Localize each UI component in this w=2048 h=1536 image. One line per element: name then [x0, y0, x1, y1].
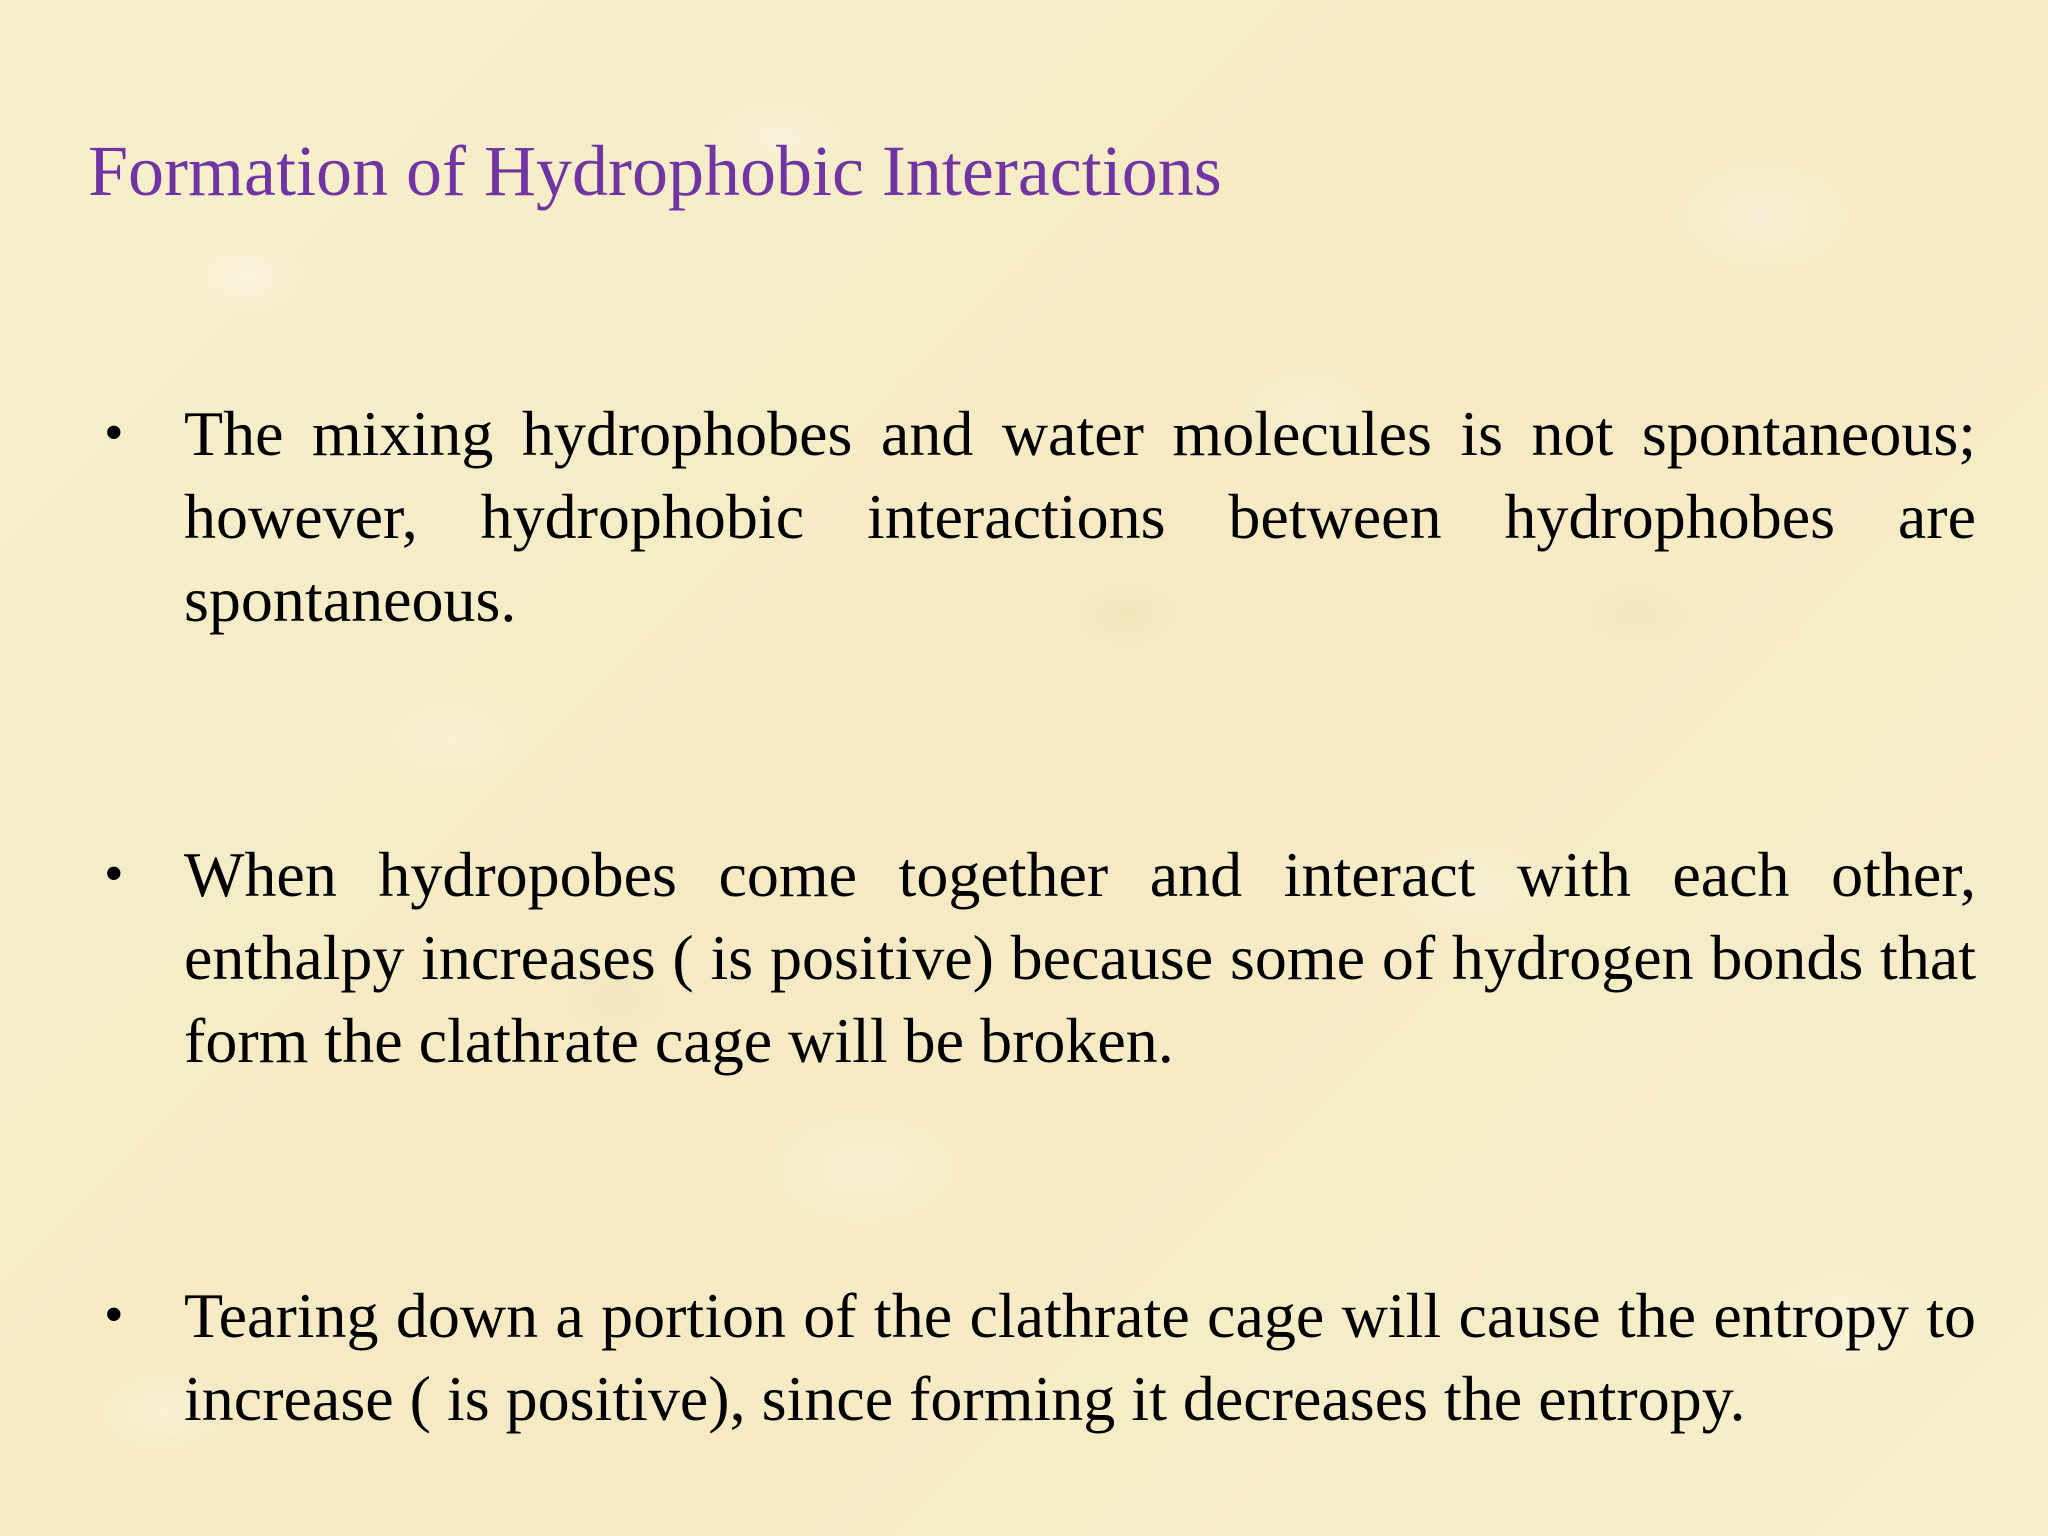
bullet-text-3: Tearing down a portion of the clathrate cage will cause the entropy to increase ( is positive), since forming it decreases the entropy.	[184, 1280, 1976, 1434]
bullet-item-1	[100, 392, 1976, 641]
slide-title: Formation of Hydrophobic Interactions	[88, 131, 1222, 211]
bullet-list	[100, 392, 1976, 1440]
bullet-text-1: The mixing hydrophobes and water molecules is not spontaneous; however, hydrophobic interactions between hydrophobes are spontaneous.	[184, 398, 1976, 635]
bullet-icon: •	[104, 402, 124, 464]
bullet-icon: •	[104, 1284, 124, 1346]
bullet-item-2	[100, 833, 1976, 1082]
bullet-item-3	[100, 1274, 1976, 1440]
bullet-text-2: When hydropobes come together and interact with each other, enthalpy increases ( is positive) because some of hydrogen bonds that form the clathrate cage will be broken.	[184, 839, 1976, 1076]
bullet-icon: •	[104, 843, 124, 905]
